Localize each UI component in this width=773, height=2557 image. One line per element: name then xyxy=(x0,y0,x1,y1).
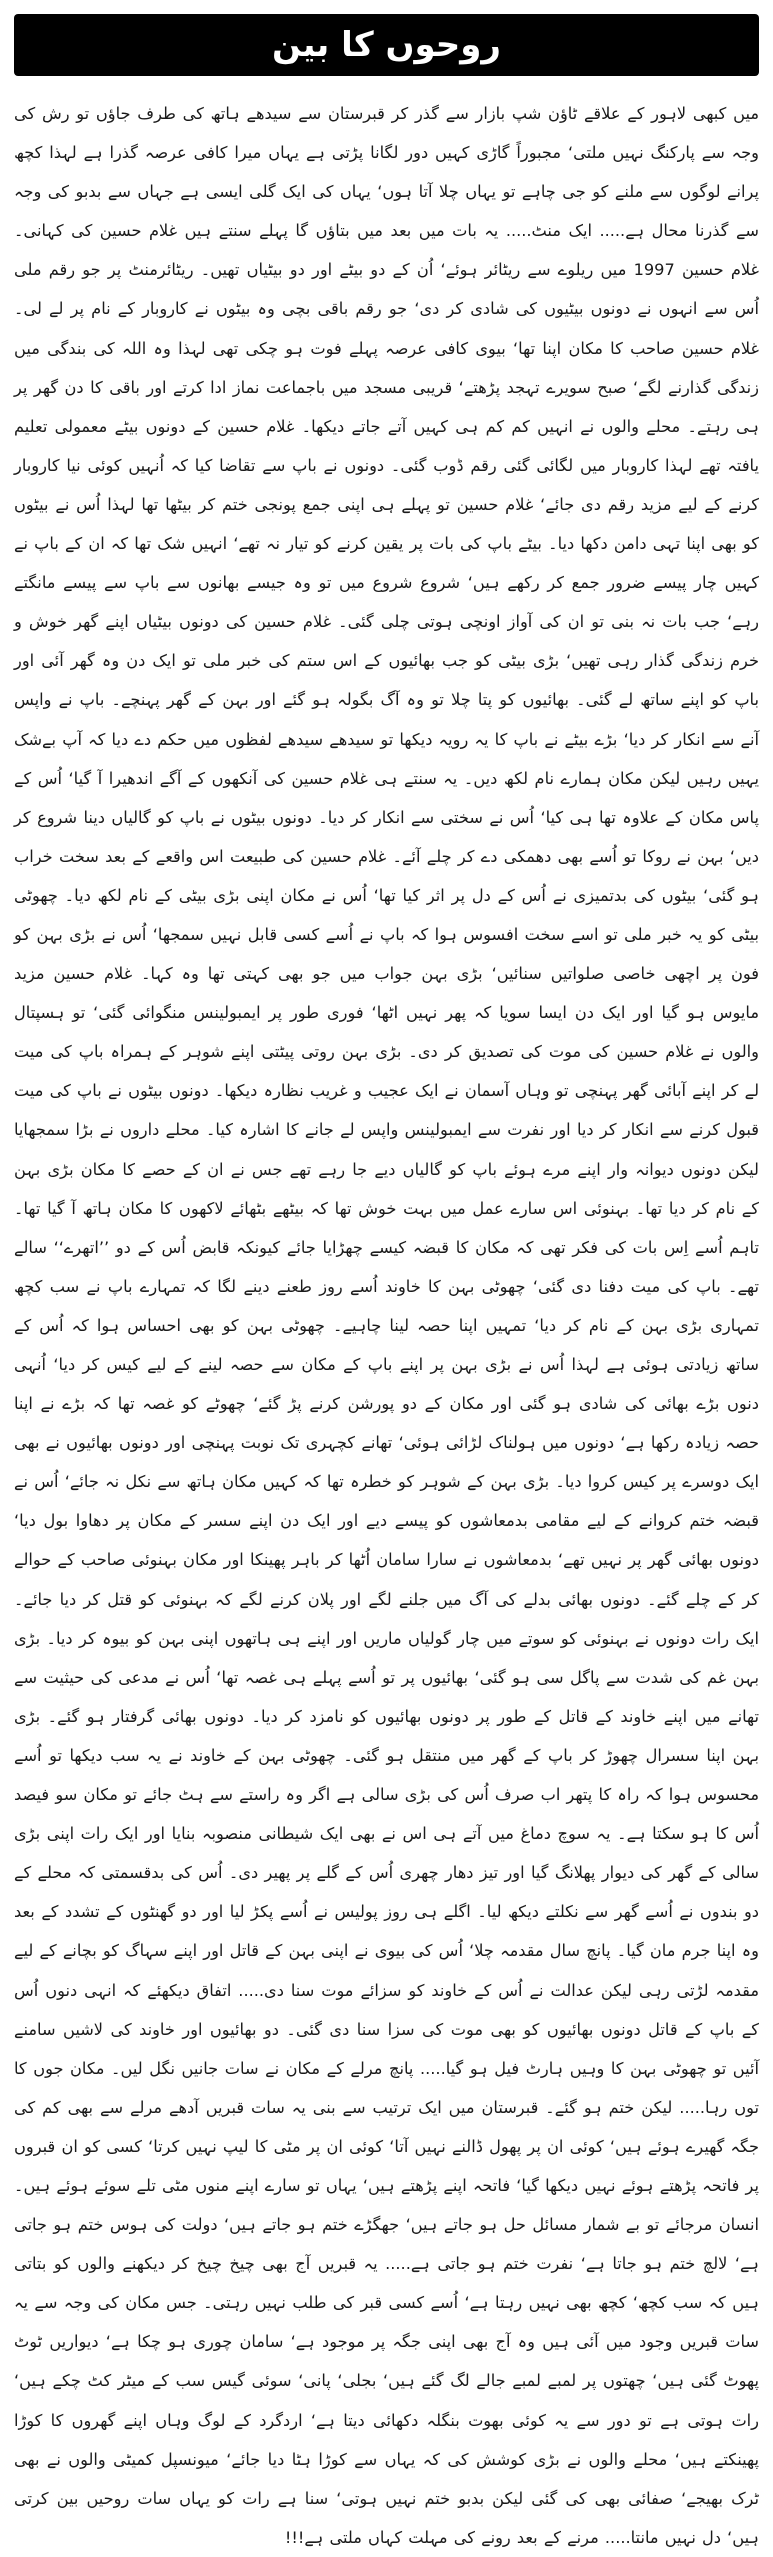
article-title: روحوں کا بین xyxy=(271,25,501,65)
article-body xyxy=(14,94,759,2557)
article-paragraph: میں کبھی لاہور کے علاقے ٹاؤن شپ بازار سے گذر کر قبرستان سے سیدھے ہاتھ کی طرف جاؤں تو رش کی وجہ سے پارکنگ نہیں ملتی‘ مجبوراً گاڑی کہیں دور لگانا پڑتی ہے یہاں میرا کافی عرصہ گذرا ہے لہذا کچھ پرانے لوگوں سے ملنے کو جی چاہے تو یہاں چلا آتا ہوں‘ یہاں کی ایک گلی ایسی ہے جہاں سے بدبو کی وجہ سے گذرنا محال ہے..... ایک منٹ..... یہ بات میں بعد میں بتاؤں گا پہلے سنتے ہیں غلام حسین کی کہانی۔ غلام حسین 1997 میں ریلوے سے ریٹائر ہوئے‘ اُن کے دو بیٹے اور دو بیٹیاں تھیں۔ ریٹائرمنٹ پر جو رقم ملی اُس سے انہوں نے دونوں بیٹیوں کی شادی کر دی‘ جو رقم باقی بچی وہ بیٹوں نے کاروبار کے نام پر لے لی۔ غلام حسین صاحب کا مکان اپنا تھا‘ بیوی کافی عرصہ پہلے فوت ہو چکی تھی لہذا وہ اللہ کی بندگی میں زندگی گذارنے لگے‘ صبح سویرے تہجد پڑھتے‘ قریبی مسجد میں باجماعت نماز ادا کرتے اور باقی کا دن گھر پر ہی رہتے۔ محلے والوں نے انہیں کم کم ہی کہیں آتے جاتے دیکھا۔ غلام حسین کے دونوں بیٹے معمولی تعلیم یافتہ تھے لہذا کاروبار میں لگائی گئی رقم ڈوب گئی۔ دونوں نے باپ سے تقاضا کیا کہ اُنہیں کوئی نیا کاروبار کرنے کے لیے مزید رقم دی جائے‘ غلام حسین تو پہلے ہی اپنی جمع پونجی ختم کر بیٹھا تھا لہذا اُس نے بیٹوں کو بھی اپنا تہی دامن دکھا دیا۔ بیٹے باپ کی بات پر یقین کرنے کو تیار نہ تھے‘ انہیں شک تھا کہ ان کے باپ نے کہیں چار پیسے ضرور جمع کر رکھے ہیں‘ شروع شروع میں تو وہ جیسے بھانوں سے باپ سے پیسے مانگتے رہے‘ جب بات نہ بنی تو ان کی آواز اونچی ہوتی چلی گئی۔ غلام حسین کی دونوں بیٹیاں اپنے گھر خوش و خرم زندگی گذار رہی تھیں‘ بڑی بیٹی کو جب بھائیوں کے اس ستم کی خبر ملی تو ایک دن وہ گھر آئی اور باپ کو اپنے ساتھ لے گئی۔ بھائیوں کو پتا چلا تو وہ آگ بگولہ ہو گئے اور بہن کے گھر پہنچے۔ باپ نے واپس آنے سے انکار کر دیا‘ بڑے بیٹے نے باپ کا یہ رویہ دیکھا تو سیدھے سیدھے لفظوں میں حکم دے دیا کہ آپ بےشک یہیں رہیں لیکن مکان ہمارے نام لکھ دیں۔ یہ سنتے ہی غلام حسین کی آنکھوں کے آگے اندھیرا آ گیا‘ اُس کے پاس مکان کے علاوہ تھا ہی کیا‘ اُس نے سختی سے انکار کر دیا۔ دونوں بیٹوں نے باپ کو گالیاں دینا شروع کر دیں‘ بہن نے روکا تو اُسے بھی دھمکی دے کر چلے آئے۔ غلام حسین کی طبیعت اس واقعے کے بعد سخت خراب ہو گئی‘ بیٹوں کی بدتمیزی نے اُس کے دل پر اثر کیا تھا‘ اُس نے مکان اپنی بڑی بیٹی کے نام لکھ دیا۔ چھوٹی بیٹی کو یہ خبر ملی تو اسے سخت افسوس ہوا کہ باپ نے اُسے کسی قابل نہیں سمجھا‘ اُس نے بڑی بہن کو فون پر اچھی خاصی صلواتیں سنائیں‘ بڑی بہن جواب میں جو بھی کہتی تھا وہ کہا۔ غلام حسین مزید مایوس ہو گیا اور ایک دن ایسا سویا کہ پھر نہیں اٹھا‘ فوری طور پر ایمبولینس منگوائی گئی‘ تو ہسپتال والوں نے غلام حسین کی موت کی تصدیق کر دی۔ بڑی بہن روتی پیٹتی اپنے شوہر کے ہمراہ باپ کی میت لے کر اپنے آبائی گھر پہنچی تو وہاں آسمان نے ایک عجیب و غریب نظارہ دیکھا۔ دونوں بیٹوں نے باپ کی میت قبول کرنے سے انکار کر دیا اور نفرت سے ایمبولینس واپس لے جانے کا اشارہ کیا۔ محلے داروں نے بڑا سمجھایا لیکن دونوں دیوانہ وار اپنے مرے ہوئے باپ کو گالیاں دیے جا رہے تھے جس نے ان کے حصے کا مکان بڑی بہن کے نام کر دیا تھا۔ بہنوئی اس سارے عمل میں بہت خوش تھا کہ بیٹھے بٹھائے لاکھوں کا مکان ہاتھ آ گیا تھا۔ تاہم اُسے اِس بات کی فکر تھی کہ مکان کا قبضہ کیسے چھڑایا جائے کیونکہ قابض اُس کے دو ’’اتھرے‘‘ سالے تھے۔ باپ کی میت دفنا دی گئی‘ چھوٹی بہن کا خاوند اُسے روز طعنے دینے لگا کہ تمہارے باپ نے سب کچھ تمہاری بڑی بہن کے نام کر دیا‘ تمہیں اپنا حصہ لینا چاہیے۔ چھوٹی بہن کو بھی احساس ہوا کہ اُس کے ساتھ زیادتی ہوئی ہے لہذا اُس نے بڑی بہن پر اپنے باپ کے مکان سے حصہ لینے کے لیے کیس کر دیا‘ اُنہی دنوں بڑے بھائی کی شادی ہو گئی اور مکان کے دو پورشن کرنے پڑ گئے‘ چھوٹے کو غصہ تھا کہ بڑے نے اپنا حصہ زیادہ رکھا ہے‘ دونوں میں ہولناک لڑائی ہوئی‘ تھانے کچہری تک نوبت پہنچی اور دونوں بھائیوں نے بھی ایک دوسرے پر کیس کروا دیا۔ بڑی بہن کے شوہر کو خطرہ تھا کہ کہیں مکان ہاتھ سے نکل نہ جائے‘ اُس نے قبضہ ختم کروانے کے لیے مقامی بدمعاشوں کو پیسے دیے اور ایک دن اپنے سسر کے مکان پر دھاوا بول دیا‘ دونوں بھائی گھر پر نہیں تھے‘ بدمعاشوں نے سارا سامان اُٹھا کر باہر پھینکا اور مکان بہنوئی صاحب کے حوالے کر کے چلے گئے۔ دونوں بھائی بدلے کی آگ میں جلنے لگے اور پلان کرنے لگے کہ بہنوئی کو قتل کر دیا جائے۔ ایک رات دونوں نے بہنوئی کو سوتے میں چار گولیاں ماریں اور اپنے ہی ہاتھوں اپنی بہن کو بیوہ کر دیا۔ بڑی بہن غم کی شدت سے پاگل سی ہو گئی‘ بھائیوں پر تو اُسے پہلے ہی غصہ تھا‘ اُس نے مدعی کی حیثیت سے تھانے میں اپنے خاوند کے قاتل کے طور پر دونوں بھائیوں کو نامزد کر دیا۔ دونوں بھائی گرفتار ہو گئے۔ بڑی بہن اپنا سسرال چھوڑ کر باپ کے گھر میں منتقل ہو گئی۔ چھوٹی بہن کے خاوند نے یہ سب دیکھا تو اُسے محسوس ہوا کہ راہ کا پتھر اب صرف اُس کی بڑی سالی ہے اگر وہ راستے سے ہٹ جائے تو مکان سو فیصد اُس کا ہو سکتا ہے۔ یہ سوچ دماغ میں آتے ہی اس نے بھی ایک شیطانی منصوبہ بنایا اور ایک رات اپنی بڑی سالی کے گھر کی دیوار پھلانگ گیا اور تیز دھار چھری اُس کے گلے پر پھیر دی۔ اُس کی بدقسمتی کہ محلے کے دو بندوں نے اُسے گھر سے نکلتے دیکھ لیا۔ اگلے ہی روز پولیس نے اُسے پکڑ لیا اور دو گھنٹوں کے تشدد کے بعد وہ اپنا جرم مان گیا۔ پانچ سال مقدمہ چلا‘ اُس کی بیوی نے اپنی بہن کے قاتل اور اپنے سہاگ کو بچانے کے لیے مقدمہ لڑتی رہی لیکن عدالت نے اُس کے خاوند کو سزائے موت سنا دی..... اتفاق دیکھئے کہ انہی دنوں اُس کے باپ کے قاتل دونوں بھائیوں کو بھی موت کی سزا سنا دی گئی۔ دو بھائیوں اور خاوند کی لاشیں سامنے آئیں تو چھوٹی بہن کا وہیں ہارٹ فیل ہو گیا..... پانچ مرلے کے مکان نے سات جانیں نگل لیں۔ مکان جوں کا توں رہا..... لیکن ختم ہو گئے۔ قبرستان میں ایک ترتیب سے بنی یہ سات قبریں آدھے مرلے سے بھی کم کی جگہ گھیرے ہوئے ہیں‘ کوئی ان پر پھول ڈالنے نہیں آتا‘ کوئی ان پر مٹی کا لیپ نہیں کرتا‘ کسی کو ان قبروں پر فاتحہ پڑھتے ہوئے نہیں دیکھا گیا‘ فاتحہ اپنے پڑھتے ہیں‘ یہاں تو سارے اپنے منوں مٹی تلے سوئے ہوئے ہیں۔ انسان مرجائے تو بے شمار مسائل حل ہو جاتے ہیں‘ جھگڑے ختم ہو جاتے ہیں‘ دولت کی ہوس ختم ہو جاتی ہے‘ لالچ ختم ہو جاتا ہے‘ نفرت ختم ہو جاتی ہے..... یہ قبریں آج بھی چیخ چیخ کر دیکھنے والوں کو بتاتی ہیں کہ سب کچھ‘ کچھ بھی نہیں رہتا ہے‘ اُسے کسی قبر کی طلب نہیں رہتی۔ جس مکان کی وجہ سے یہ سات قبریں وجود میں آئی ہیں وہ آج بھی اپنی جگہ پر موجود ہے‘ سامان چوری ہو چکا ہے‘ دیواریں ٹوٹ پھوٹ گئی ہیں‘ چھتوں پر لمبے لمبے جالے لگ گئے ہیں‘ بجلی‘ پانی‘ سوئی گیس سب کے میٹر کٹ چکے ہیں‘ رات ہوتی ہے تو دور سے یہ کوئی بھوت بنگلہ دکھائی دیتا ہے‘ اردگرد کے لوگ وہاں اپنے گھروں کا کوڑا پھینکتے ہیں‘ محلے والوں نے بڑی کوشش کی کہ یہاں سے کوڑا ہٹا دیا جائے‘ میونسپل کمیٹی والوں نے بھی ٹرک بھیجے‘ صفائی بھی کی گئی لیکن بدبو ختم نہیں ہوتی‘ سنا ہے رات کو یہاں سات روحیں بین کرتی ہیں‘ دل نہیں مانتا..... مرنے کے بعد رونے کی مہلت کہاں ملتی ہے!!! xyxy=(14,104,759,2547)
title-banner xyxy=(14,14,759,76)
